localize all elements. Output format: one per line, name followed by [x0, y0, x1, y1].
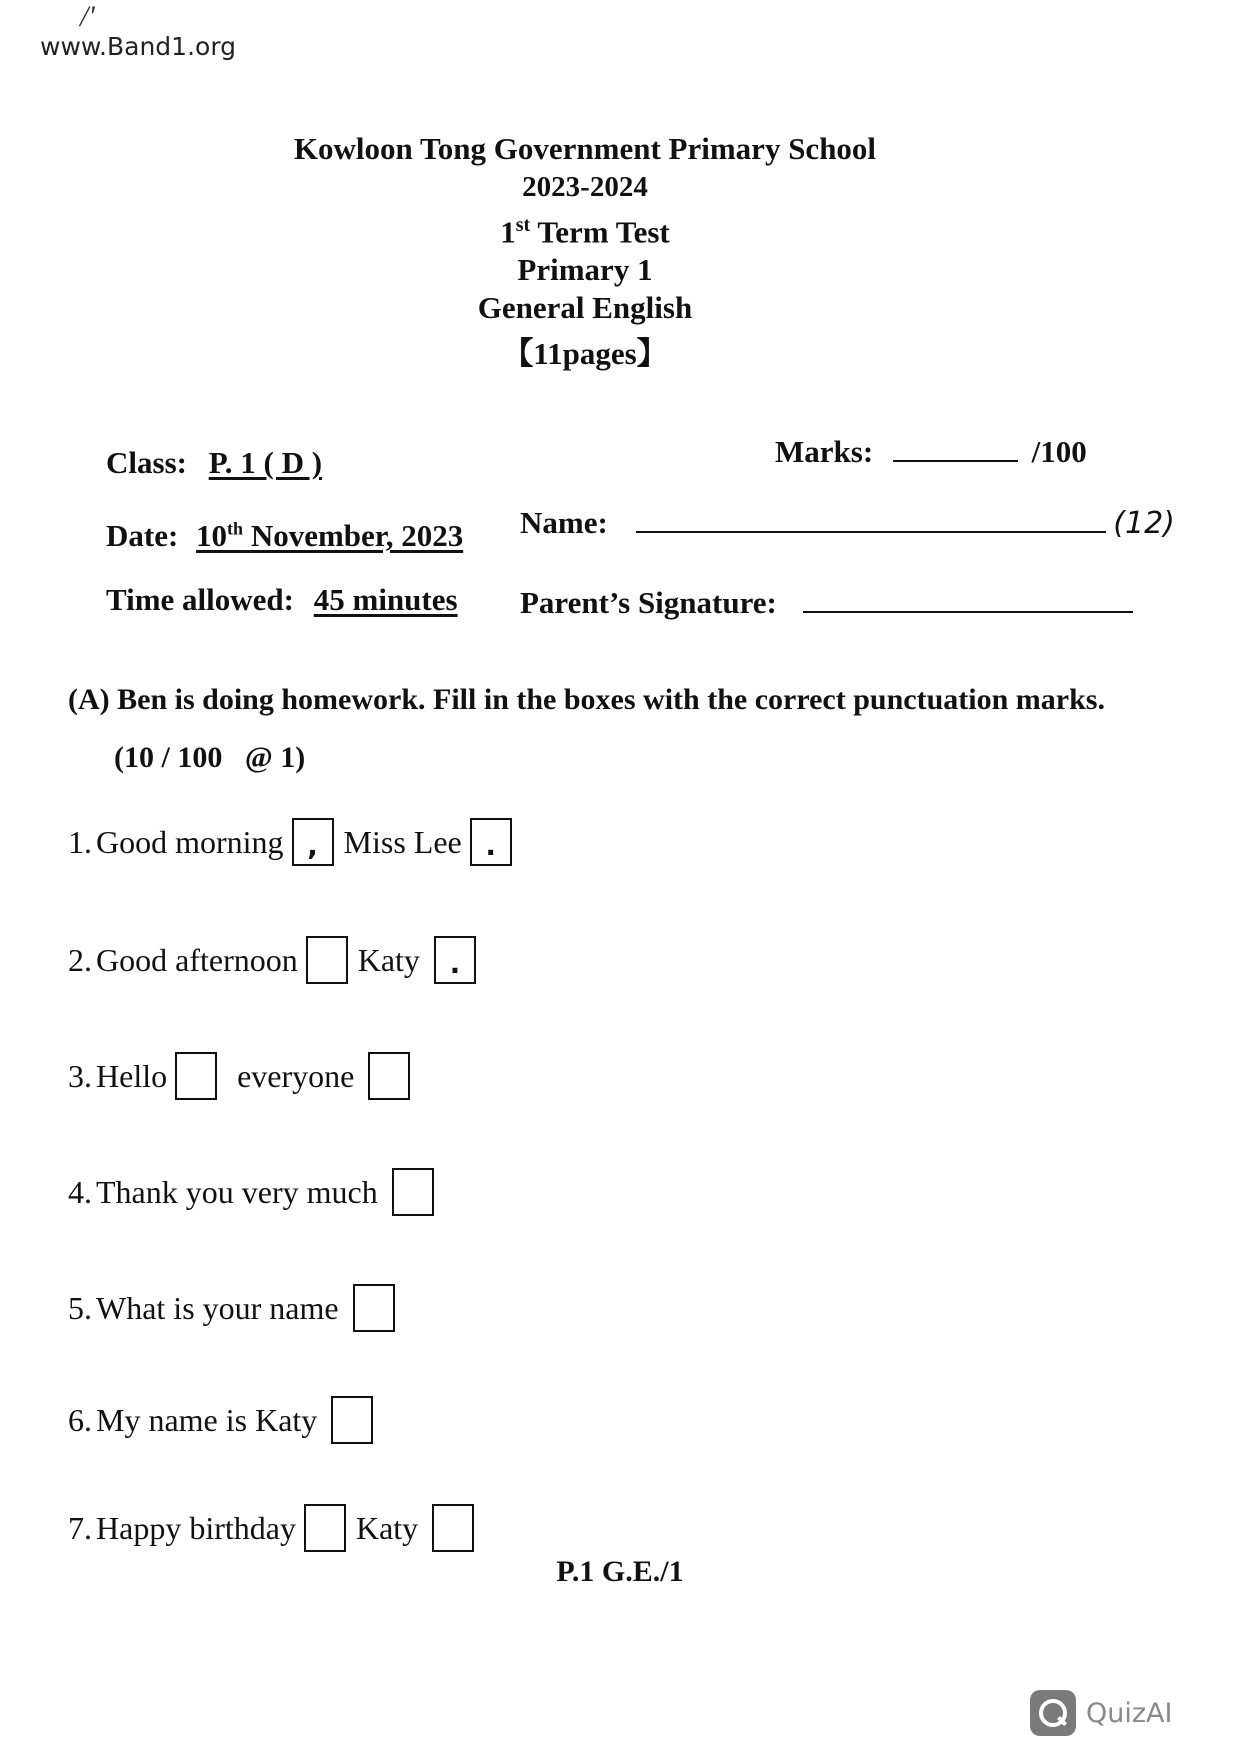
question-text: What is your name [96, 1289, 339, 1326]
answer-mark: . [449, 947, 461, 980]
watermark-url: www.Band1.org [40, 32, 237, 61]
term-suffix: st [515, 214, 531, 236]
question-1 [68, 818, 522, 866]
question-number: 5. [68, 1289, 92, 1326]
question-text: Thank you very much [96, 1173, 378, 1210]
term-text: Term Test [537, 214, 670, 250]
answer-box[interactable] [292, 818, 334, 866]
class-field [106, 445, 322, 481]
answer-box[interactable] [306, 936, 348, 984]
answer-mark: , [307, 829, 318, 862]
question-2 [68, 936, 486, 984]
pen-scribble: /' [80, 0, 95, 33]
term-number: 1 [500, 214, 516, 250]
question-text: My name is Katy [96, 1401, 318, 1438]
question-number: 4. [68, 1173, 92, 1210]
quizai-logo-icon [1030, 1690, 1076, 1736]
brand-name: QuizAI [1086, 1697, 1173, 1729]
class-value: P. 1 ( D ) [208, 445, 323, 480]
answer-box[interactable] [470, 818, 512, 866]
name-blank[interactable] [636, 531, 1106, 533]
answer-box[interactable] [175, 1052, 217, 1100]
marks-blank[interactable] [893, 460, 1018, 462]
answer-box[interactable] [353, 1284, 395, 1332]
name-label: Name: [520, 505, 608, 540]
answer-box[interactable] [368, 1052, 410, 1100]
question-text: Good afternoon [96, 941, 298, 978]
date-suffix: th [227, 518, 244, 539]
time-label: Time allowed: [106, 582, 294, 617]
signature-blank[interactable] [803, 611, 1133, 613]
answer-box[interactable] [304, 1504, 346, 1552]
date-field [106, 518, 463, 554]
question-text: everyone [237, 1057, 355, 1094]
question-number: 7. [68, 1509, 92, 1546]
question-text: Katy [357, 941, 420, 978]
marks-label: Marks: [775, 434, 874, 469]
date-day: 10 [196, 518, 228, 553]
class-number: (12) [1113, 506, 1175, 541]
question-6 [68, 1396, 383, 1444]
question-number: 3. [68, 1057, 92, 1094]
question-number: 6. [68, 1401, 92, 1438]
page-count: 【11pages】 [502, 336, 668, 372]
question-text: Hello [96, 1057, 168, 1094]
school-name: Kowloon Tong Government Primary School [293, 131, 877, 166]
date-rest: November, 2023 [250, 518, 464, 553]
class-label: Class: [106, 445, 187, 480]
brand-badge [1030, 1690, 1172, 1736]
question-text: Good morning [96, 823, 284, 860]
signature-field [520, 585, 1133, 621]
term-title [0, 206, 1170, 251]
answer-box[interactable] [331, 1396, 373, 1444]
question-3 [68, 1052, 420, 1100]
school-year: 2023-2024 [522, 171, 648, 203]
answer-box[interactable] [432, 1504, 474, 1552]
subject-title: General English [477, 290, 693, 326]
question-text: Happy birthday [96, 1509, 296, 1546]
answer-mark: . [485, 829, 497, 862]
level-title: Primary 1 [517, 252, 653, 288]
exam-header [0, 130, 1170, 373]
question-number: 2. [68, 941, 92, 978]
question-7 [68, 1504, 484, 1552]
question-text: Katy [355, 1509, 419, 1546]
answer-box[interactable] [392, 1168, 434, 1216]
section-a-instruction: (A) Ben is doing homework. Fill in the boxes with the correct punctuation marks. [68, 683, 1105, 716]
question-text: Miss Lee [343, 823, 462, 860]
question-4 [68, 1168, 444, 1216]
marks-total: /100 [1031, 434, 1087, 469]
signature-label: Parent’s Signature: [520, 585, 777, 620]
time-value: 45 minutes [313, 582, 458, 617]
marks-field [775, 434, 1087, 470]
date-label: Date: [106, 518, 179, 553]
name-field [520, 505, 1175, 541]
section-a-marks: (10 / 100 @ 1) [114, 741, 306, 774]
question-5 [68, 1284, 405, 1332]
question-number: 1. [68, 823, 92, 860]
date-value [196, 518, 463, 553]
page-footer: P.1 G.E./1 [556, 1555, 684, 1588]
time-field [106, 582, 458, 618]
answer-box[interactable] [434, 936, 476, 984]
